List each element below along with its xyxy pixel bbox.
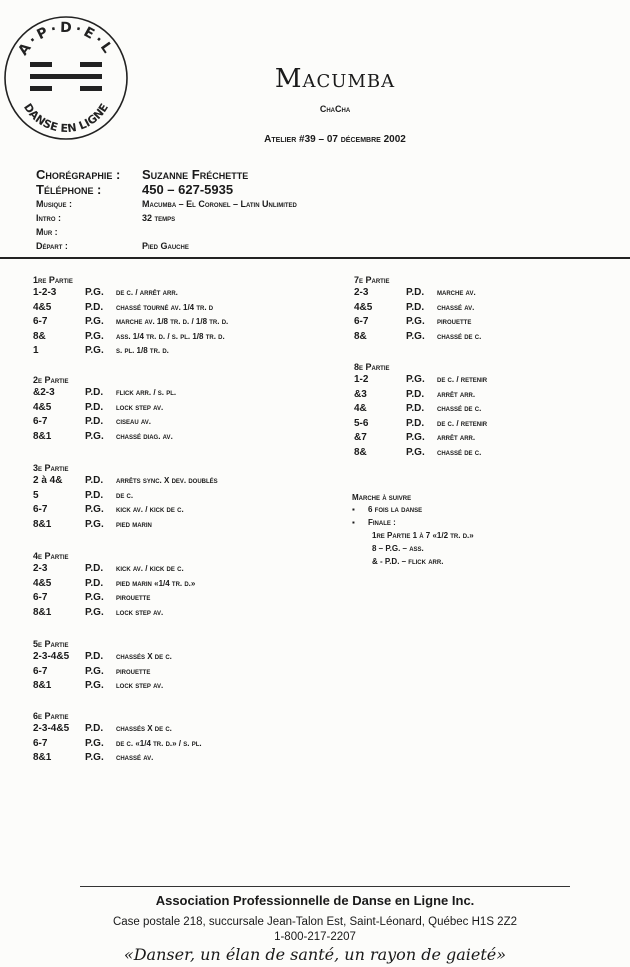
step-foot: P.D. bbox=[406, 301, 425, 313]
step-foot: P.D. bbox=[85, 723, 104, 734]
step-count: 6-7 bbox=[33, 416, 48, 428]
step-row bbox=[354, 403, 487, 418]
step-count: 6-7 bbox=[33, 665, 48, 677]
step-row bbox=[33, 563, 195, 578]
step-foot: P.G. bbox=[85, 665, 104, 677]
step-row bbox=[354, 389, 487, 404]
section-title: 2e Partie bbox=[33, 375, 69, 385]
step-desc: pirouette bbox=[437, 317, 472, 327]
step-row bbox=[33, 431, 176, 446]
step-count: 1-2 bbox=[354, 374, 369, 385]
step-foot: P.G. bbox=[85, 330, 104, 342]
step-row bbox=[33, 578, 195, 593]
step-count: 4&5 bbox=[33, 401, 52, 413]
step-row bbox=[33, 504, 218, 519]
marche-sub: 8 – P.G. – ass. bbox=[372, 544, 424, 553]
step-row bbox=[33, 666, 172, 681]
step-count: 8&1 bbox=[33, 680, 52, 692]
step-desc: chassé de c. bbox=[437, 331, 482, 341]
footer-divider bbox=[80, 886, 570, 887]
step-count: 6-7 bbox=[33, 504, 48, 516]
step-row bbox=[33, 680, 172, 695]
step-desc: marche av. 1/8 tr. d. / 1/8 tr. d. bbox=[116, 317, 229, 327]
step-count: 8&1 bbox=[33, 752, 52, 764]
step-foot: P.D. bbox=[85, 651, 104, 662]
slogan: «Danser, un élan de santé, un rayon de gaieté» bbox=[123, 945, 507, 964]
section-title: 5e Partie bbox=[33, 639, 69, 649]
step-desc: chassé av. bbox=[116, 753, 154, 763]
step-count: 8&1 bbox=[33, 518, 52, 530]
step-foot: P.D. bbox=[406, 388, 425, 400]
step-row bbox=[354, 447, 487, 462]
step-count: 1-2-3 bbox=[33, 287, 57, 298]
step-desc: de c. / arrêt arr. bbox=[116, 288, 178, 297]
step-desc: chassé tourné av. 1/4 tr. d bbox=[116, 302, 214, 312]
step-desc: arrêt arr. bbox=[437, 433, 476, 443]
step-desc: kick av. / kick de c. bbox=[116, 564, 184, 573]
step-foot: P.G. bbox=[406, 374, 425, 385]
step-row bbox=[33, 607, 195, 622]
step-desc: lock step av. bbox=[116, 681, 164, 691]
divider bbox=[0, 257, 630, 259]
step-row bbox=[33, 416, 176, 431]
info-label: Départ : bbox=[36, 241, 68, 251]
step-desc: chassé de c. bbox=[437, 404, 482, 414]
step-desc: flick arr. / s. pl. bbox=[116, 388, 177, 397]
step-count: 8& bbox=[354, 446, 367, 458]
section-title: 1re Partie bbox=[33, 275, 73, 285]
step-desc: de c. bbox=[116, 490, 134, 500]
step-desc: marche av. bbox=[437, 288, 476, 297]
step-foot: P.G. bbox=[85, 606, 104, 618]
step-desc: arrêts sync. X dev. doublés bbox=[116, 476, 218, 485]
step-desc: pirouette bbox=[116, 666, 151, 676]
step-count: 1 bbox=[33, 345, 39, 357]
info-label: Mur : bbox=[36, 227, 58, 237]
step-row bbox=[33, 387, 176, 402]
section-title: 4e Partie bbox=[33, 551, 69, 561]
info-label: Intro : bbox=[36, 213, 61, 223]
step-foot: P.G. bbox=[85, 430, 104, 442]
step-count: 2 à 4& bbox=[33, 475, 63, 486]
step-foot: P.D. bbox=[85, 577, 104, 589]
marche-sub: & - P.D. – flick arr. bbox=[372, 557, 444, 566]
section bbox=[33, 275, 228, 360]
step-foot: P.D. bbox=[85, 301, 104, 313]
section bbox=[33, 463, 218, 533]
info-label: Téléphone : bbox=[36, 182, 102, 197]
step-foot: P.D. bbox=[406, 417, 425, 429]
step-foot: P.G. bbox=[85, 287, 104, 298]
step-desc: lock step av. bbox=[116, 607, 164, 617]
step-count: &2-3 bbox=[33, 387, 55, 398]
info-value: 32 temps bbox=[142, 213, 176, 223]
step-foot: P.G. bbox=[85, 752, 104, 764]
marche-item: ▪ 6 fois la danse bbox=[352, 505, 474, 518]
step-desc: ciseau av. bbox=[116, 417, 152, 427]
step-desc: de c. / retenir bbox=[437, 375, 488, 384]
address: Case postale 218, succursale Jean-Talon Est, Saint-Léonard, Québec H1S 2Z2 bbox=[112, 916, 517, 928]
step-row bbox=[33, 752, 202, 767]
info-row bbox=[36, 182, 233, 197]
marche-a-suivre bbox=[352, 493, 474, 570]
marche-title: Marche à suivre bbox=[352, 493, 412, 502]
step-count: 2-3-4&5 bbox=[33, 723, 70, 734]
page-title: Macumba bbox=[274, 64, 396, 94]
step-row bbox=[33, 402, 176, 417]
info-row bbox=[36, 199, 297, 209]
section-title: 8e Partie bbox=[354, 362, 390, 372]
step-count: &7 bbox=[354, 432, 367, 444]
step-foot: P.D. bbox=[85, 489, 104, 501]
step-row bbox=[33, 490, 218, 505]
step-count: 2-3 bbox=[354, 287, 369, 298]
atelier-date: Atelier #39 – 07 décembre 2002 bbox=[264, 134, 406, 145]
step-count: 8&1 bbox=[33, 430, 52, 442]
step-foot: P.G. bbox=[406, 432, 425, 444]
step-count: 5-6 bbox=[354, 417, 369, 429]
info-row bbox=[36, 227, 142, 237]
step-desc: s. pl. 1/8 tr. d. bbox=[116, 346, 169, 356]
step-row bbox=[33, 519, 218, 534]
step-desc: de c. «1/4 tr. d.» / s. pl. bbox=[116, 738, 202, 748]
step-row bbox=[33, 302, 228, 317]
step-row bbox=[33, 345, 228, 360]
step-foot: P.G. bbox=[406, 330, 425, 342]
step-foot: P.G. bbox=[85, 737, 104, 749]
step-foot: P.D. bbox=[85, 387, 104, 398]
step-row bbox=[33, 287, 228, 302]
logo-ring-text: A·P·D·E·L bbox=[15, 19, 117, 59]
step-row bbox=[33, 723, 202, 738]
step-foot: P.D. bbox=[85, 475, 104, 486]
step-desc: chassés X de c. bbox=[116, 724, 172, 733]
info-value: 450 – 627-5935 bbox=[142, 182, 234, 197]
step-foot: P.D. bbox=[85, 416, 104, 428]
step-foot: P.D. bbox=[406, 403, 425, 415]
step-count: 4&5 bbox=[33, 577, 52, 589]
step-foot: P.G. bbox=[85, 504, 104, 516]
step-foot: P.G. bbox=[85, 680, 104, 692]
svg-text:A·P·D·E·L bbox=[15, 20, 116, 59]
step-row bbox=[33, 592, 195, 607]
step-desc: pied marin «1/4 tr. d.» bbox=[116, 578, 196, 588]
step-count: 6-7 bbox=[33, 592, 48, 604]
info-value: Macumba – El Coronel – Latin Unlimited bbox=[142, 199, 297, 209]
section-title: 3e Partie bbox=[33, 463, 69, 473]
step-count: 2-3 bbox=[33, 563, 48, 574]
step-row bbox=[33, 316, 228, 331]
step-foot: P.G. bbox=[85, 592, 104, 604]
step-count: 8&1 bbox=[33, 606, 52, 618]
association-name: Association Professionnelle de Danse en Ligne Inc. bbox=[155, 893, 475, 908]
section-title: 7e Partie bbox=[354, 275, 390, 285]
info-value: Pied Gauche bbox=[142, 241, 189, 251]
step-count: 4&5 bbox=[354, 301, 373, 313]
info-value: Suzanne Fréchette bbox=[142, 167, 249, 182]
step-desc: de c. / retenir bbox=[437, 418, 488, 428]
step-foot: P.D. bbox=[85, 401, 104, 413]
info-row bbox=[36, 213, 175, 223]
step-row bbox=[354, 432, 487, 447]
step-foot: P.G. bbox=[406, 446, 425, 458]
step-row bbox=[33, 331, 228, 346]
section bbox=[354, 275, 481, 345]
step-row bbox=[354, 418, 487, 433]
step-desc: lock step av. bbox=[116, 402, 164, 412]
step-row bbox=[33, 738, 202, 753]
info-label: Musique : bbox=[36, 199, 72, 209]
section bbox=[354, 362, 487, 462]
step-count: 6-7 bbox=[354, 316, 369, 328]
bullet-icon: ▪ bbox=[352, 518, 355, 527]
step-desc: chassés X de c. bbox=[116, 652, 172, 661]
step-row bbox=[354, 316, 481, 331]
info-label: Chorégraphie : bbox=[36, 167, 121, 182]
step-count: 6-7 bbox=[33, 316, 48, 328]
section bbox=[33, 639, 172, 695]
step-foot: P.D. bbox=[406, 287, 425, 298]
step-count: 8& bbox=[33, 330, 46, 342]
step-row bbox=[354, 374, 487, 389]
bullet-icon: ▪ bbox=[352, 505, 355, 514]
step-desc: arrêt arr. bbox=[437, 389, 476, 399]
step-count: 5 bbox=[33, 489, 39, 501]
logo-bottom-text: DANSE EN LIGNE bbox=[20, 101, 112, 136]
step-desc: pied marin bbox=[116, 519, 152, 529]
step-desc: chassé diag. av. bbox=[116, 431, 173, 441]
step-desc: ass. 1/4 tr. d. / s. pl. 1/8 tr. d. bbox=[116, 331, 225, 341]
step-foot: P.G. bbox=[85, 518, 104, 530]
section bbox=[33, 551, 195, 621]
step-row bbox=[354, 287, 481, 302]
step-count: 4&5 bbox=[33, 301, 52, 313]
step-foot: P.G. bbox=[406, 316, 425, 328]
step-count: 4& bbox=[354, 403, 367, 415]
section bbox=[33, 711, 202, 767]
step-row bbox=[354, 302, 481, 317]
marche-sub: 1re Partie 1 à 7 «1/2 tr. d.» bbox=[372, 531, 474, 540]
step-count: 6-7 bbox=[33, 737, 48, 749]
step-desc: kick av. / kick de c. bbox=[116, 505, 184, 515]
step-count: 8& bbox=[354, 330, 367, 342]
info-row bbox=[36, 167, 248, 182]
phone: 1-800-217-2207 bbox=[274, 931, 356, 943]
section-title: 6e Partie bbox=[33, 711, 69, 721]
step-desc: chassé av. bbox=[437, 302, 475, 312]
step-row bbox=[33, 475, 218, 490]
step-desc: pirouette bbox=[116, 593, 151, 603]
step-row bbox=[354, 331, 481, 346]
step-foot: P.D. bbox=[85, 563, 104, 574]
step-count: &3 bbox=[354, 388, 367, 400]
step-foot: P.G. bbox=[85, 345, 104, 357]
marche-item: ▪ Finale : bbox=[352, 518, 474, 531]
info-row bbox=[36, 241, 189, 251]
step-count: 2-3-4&5 bbox=[33, 651, 70, 662]
dance-style: ChaCha bbox=[319, 104, 351, 114]
step-foot: P.G. bbox=[85, 316, 104, 328]
section bbox=[33, 375, 176, 445]
step-row bbox=[33, 651, 172, 666]
step-desc: chassé de c. bbox=[437, 447, 482, 457]
